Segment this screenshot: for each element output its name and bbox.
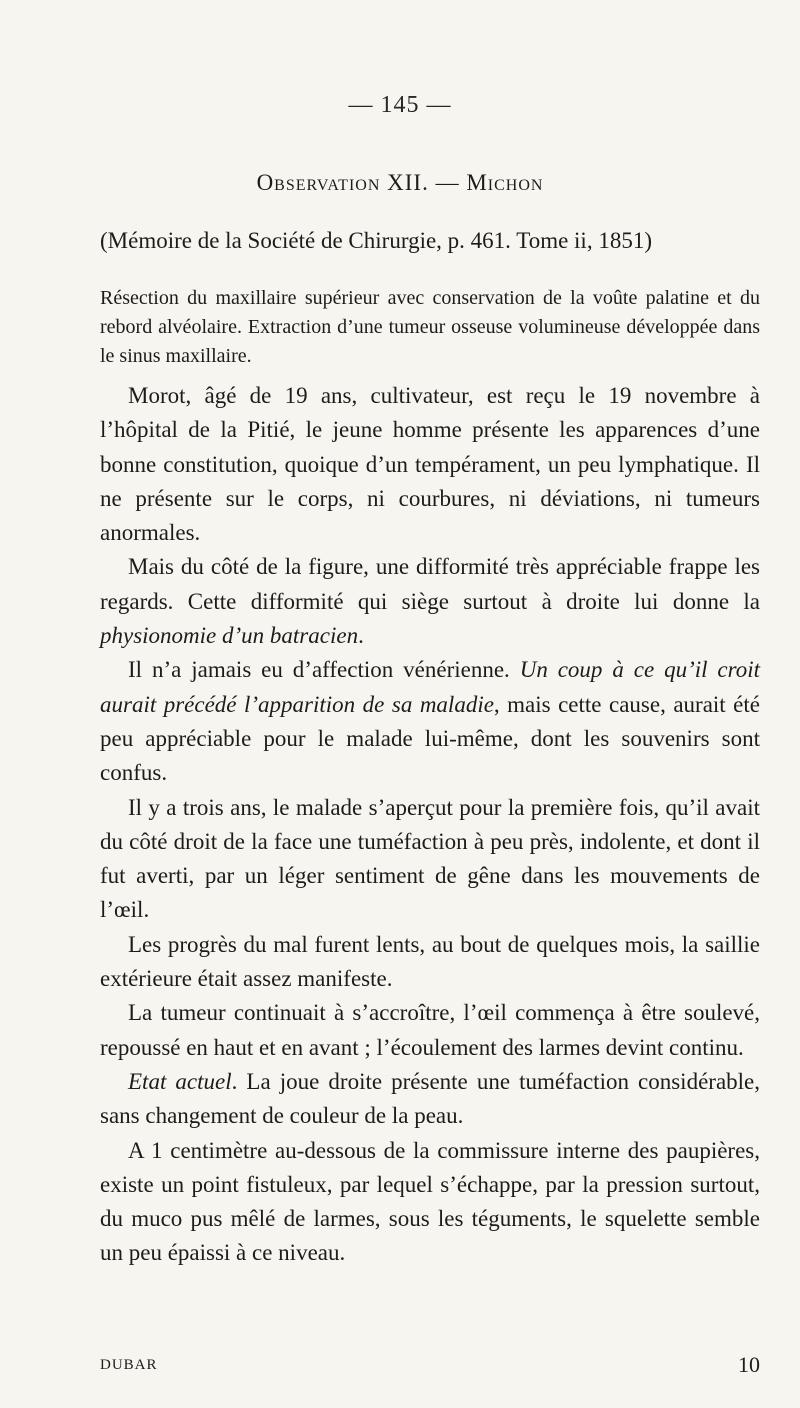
observation-heading: Observation XII. — Michon xyxy=(256,170,544,195)
text-run: A 1 centimètre au-dessous de la commissure interne des paupières, existe un point fistuleux, par lequel s’échappe, par la pression surtout, du muco pus mêlé de larmes, sous les téguments, le squelette semble un peu épaissi à ce niveau. xyxy=(100,1137,760,1266)
paragraph xyxy=(100,996,760,1065)
text-run: Morot, âgé de 19 ans, cultivateur, est reçu le 19 novembre à l’hôpital de la Pitié, le jeune homme présente les apparences d’une bonne constitution, quoique d’un tempérament, un peu lymphatique. Il ne présente sur le corps, ni courbures, ni déviations, ni tumeurs anormales. xyxy=(100,383,760,546)
page-number: — 145 — xyxy=(348,92,452,118)
paragraph xyxy=(100,379,760,550)
case-summary: Résection du maxillaire supérieur avec conservation de la voûte palatine et du rebord alvéolaire. Extraction d’une tumeur osseuse volumineuse développée dans le sinus maxillaire. xyxy=(100,287,760,367)
source-reference: (Mémoire de la Société de Chirurgie, p. 461. Tome ii, 1851) xyxy=(100,228,652,253)
text-run: Il n’a jamais eu d’affection vénérienne. xyxy=(128,657,520,683)
body-text xyxy=(100,379,760,1271)
printer-signature: DUBAR xyxy=(100,1357,158,1373)
paragraph xyxy=(100,928,760,997)
text-run: . La joue droite présente une tuméfaction considérable, sans changement de couleur de la peau. xyxy=(100,1068,760,1129)
paragraph xyxy=(100,653,760,790)
text-run: Les progrès du mal furent lents, au bout de quelques mois, la saillie extérieure était assez manifeste. xyxy=(100,931,760,992)
page-footer xyxy=(100,1352,760,1382)
paragraph xyxy=(100,550,760,653)
paragraph xyxy=(100,791,760,928)
text-run: La tumeur continuait à s’accroître, l’œil commença à être soulevé, repoussé en haut et en avant ; l’écoulement des larmes devint continu. xyxy=(100,1000,760,1060)
text-run: . xyxy=(358,623,364,649)
text-run: Il y a trois ans, le malade s’aperçut pour la première fois, qu’il avait du côté droit de la face une tuméfaction à peu près, indolente, et dont il fut averti, par un léger sentiment de gêne dans les mouvements de l’œil. xyxy=(100,794,760,923)
text-run: Mais du côté de la figure, une difformité très appréciable frappe les regards. Cette difformité qui siège surtout à droite lui donne la xyxy=(100,554,760,614)
italic-text: physionomie d’un batracien xyxy=(100,623,359,649)
text-run: , mais cette cause, aurait été peu appréciable pour le malade lui-même, dont les souvenirs sont confus. xyxy=(100,691,760,786)
paragraph xyxy=(100,1065,760,1134)
sheet-number: 10 xyxy=(738,1352,760,1377)
italic-text: Un coup à ce qu’il croit aurait précédé l’apparition de sa maladie xyxy=(100,657,760,717)
paragraph xyxy=(100,1134,760,1271)
italic-text: Etat actuel xyxy=(128,1068,232,1094)
